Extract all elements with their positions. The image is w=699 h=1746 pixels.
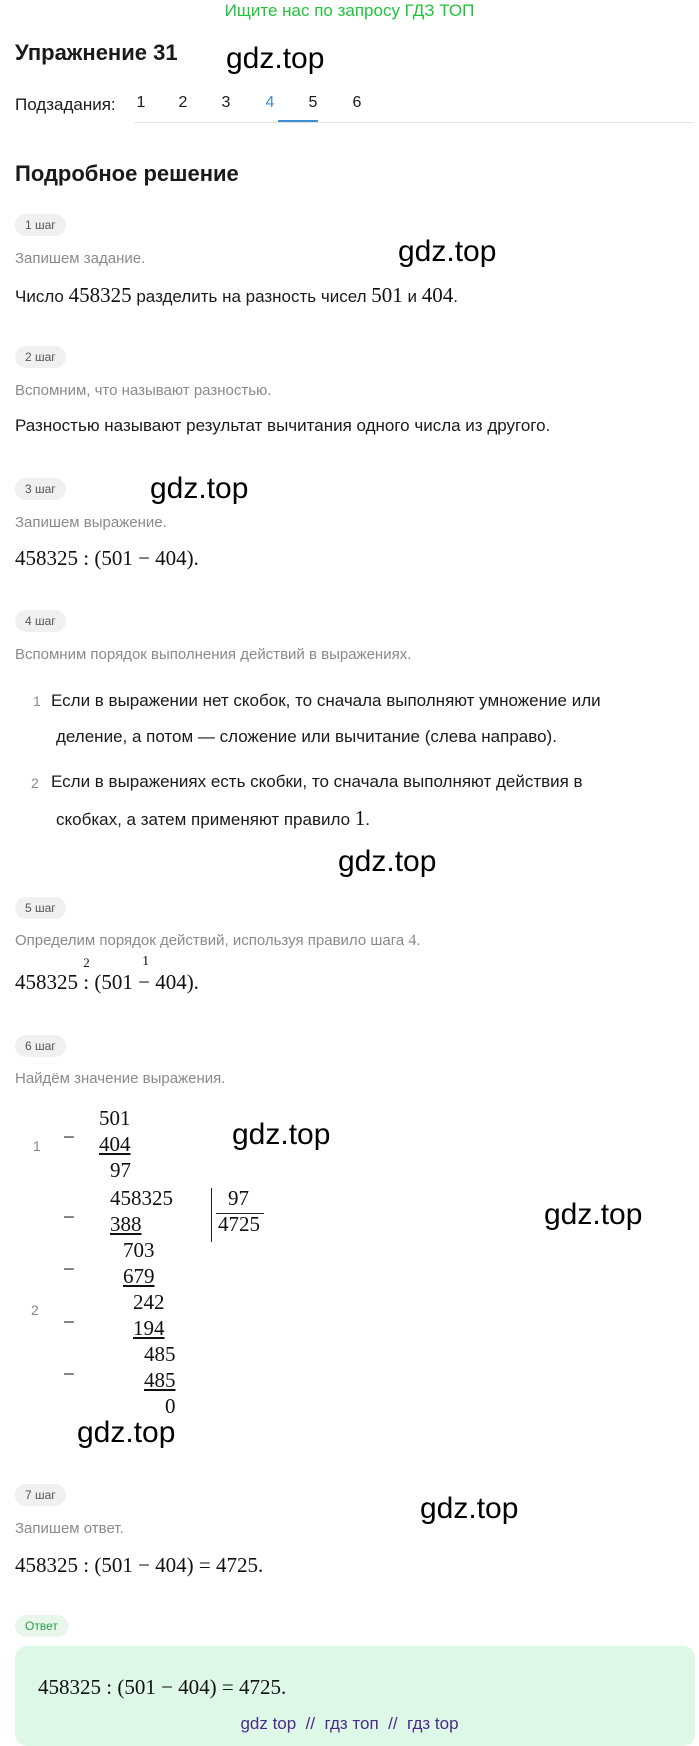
step-1-note: Запишем задание.: [15, 250, 146, 267]
step-5-expression: 458325 : 2 (501 − 1 404).: [15, 954, 199, 994]
rule-2-line-1: Если в выражениях есть скобки, то сначала выполняют действия в: [51, 772, 583, 791]
watermark: gdz.top: [398, 235, 497, 268]
solution-heading: Подробное решение: [15, 161, 239, 186]
watermark: gdz.top: [232, 1118, 331, 1151]
rule-2-number: 2: [31, 775, 39, 791]
sub-result: 97: [110, 1158, 131, 1182]
watermark: gdz.top: [150, 472, 249, 505]
answer-expression: 458325 : (501 − 404) = 4725.: [38, 1675, 287, 1699]
step-5-badge: 5 шаг: [15, 897, 66, 919]
tab-2[interactable]: 2: [178, 94, 188, 111]
step-1-badge: 1 шаг: [15, 214, 66, 236]
order-mark-2: 2: [83, 955, 90, 970]
minus-sign: −: [63, 1257, 75, 1281]
watermark: gdz.top: [544, 1198, 643, 1231]
minus-sign: −: [63, 1362, 75, 1386]
divisor: 97: [228, 1186, 249, 1210]
quotient: 4725: [218, 1212, 260, 1236]
calc-1-number: 1: [33, 1138, 41, 1154]
tab-1[interactable]: 1: [136, 94, 146, 111]
step-4-badge: 4 шаг: [15, 610, 66, 632]
rule-1-number: 1: [33, 693, 41, 709]
step-2-text: Разностью называют результат вычитания одного числа из другого.: [15, 416, 551, 435]
calc-2-number: 2: [31, 1302, 39, 1318]
tab-5[interactable]: 5: [308, 94, 318, 111]
watermark: gdz.top: [420, 1492, 519, 1525]
active-tab-indicator: [278, 120, 318, 122]
partial-product-2: 679: [123, 1264, 155, 1288]
tab-4[interactable]: 4: [265, 94, 275, 111]
remainder-1: 703: [123, 1238, 155, 1262]
dividend: 458325: [110, 1186, 173, 1210]
footer-links[interactable]: gdz top // гдз топ // гдз top: [240, 1714, 459, 1733]
answer-badge: Ответ: [15, 1615, 68, 1637]
rule-1-line-1: Если в выражении нет скобок, то сначала выполняют умножение или: [51, 691, 601, 710]
watermark: gdz.top: [226, 42, 325, 75]
sub-subtrahend: 404: [99, 1132, 131, 1156]
division-bar: [211, 1188, 212, 1242]
partial-product-1: 388: [110, 1212, 142, 1236]
step-4-note: Вспомним порядок выполнения действий в выражениях.: [15, 646, 412, 663]
remainder-3: 485: [144, 1342, 176, 1366]
step-3-note: Запишем выражение.: [15, 514, 167, 531]
tab-6[interactable]: 6: [352, 94, 362, 111]
step-6-badge: 6 шаг: [15, 1035, 66, 1057]
step-7-badge: 7 шаг: [15, 1484, 66, 1506]
step-3-expression: 458325 : (501 − 404).: [15, 546, 199, 570]
step-1-text: Число 458325 разделить на разность чисел 501 и 404.: [15, 283, 458, 307]
promo-banner: Ищите нас по запросу ГДЗ ТОП: [224, 1, 475, 20]
watermark: gdz.top: [338, 845, 437, 878]
tab-3[interactable]: 3: [221, 94, 231, 111]
partial-product-3: 194: [133, 1316, 165, 1340]
step-6-note: Найдём значение выражения.: [15, 1070, 226, 1087]
order-mark-1: 1: [142, 954, 150, 969]
step-7-note: Запишем ответ.: [15, 1520, 124, 1537]
minus-sign: −: [63, 1205, 75, 1229]
watermark: gdz.top: [77, 1416, 176, 1449]
rule-1-line-2: деление, а потом — сложение или вычитание (слева направо).: [56, 727, 557, 746]
sub-minuend: 501: [99, 1106, 131, 1130]
rule-2-line-2: скобках, а затем применяют правило 1.: [56, 806, 370, 830]
remainder-2: 242: [133, 1290, 165, 1314]
minus-sign: −: [63, 1125, 75, 1149]
final-remainder: 0: [165, 1394, 176, 1418]
subtasks-label: Подзадания:: [15, 95, 116, 114]
minus-sign: −: [63, 1310, 75, 1334]
step-2-badge: 2 шаг: [15, 346, 66, 368]
tabs-divider: [134, 122, 694, 123]
step-5-note: Определим порядок действий, используя правило шага 4.: [15, 932, 421, 949]
partial-product-4: 485: [144, 1368, 176, 1392]
step-3-badge: 3 шаг: [15, 478, 66, 500]
step-2-note: Вспомним, что называют разностью.: [15, 382, 272, 399]
page-title: Упражнение 31: [15, 40, 178, 65]
step-7-expression: 458325 : (501 − 404) = 4725.: [15, 1553, 264, 1577]
